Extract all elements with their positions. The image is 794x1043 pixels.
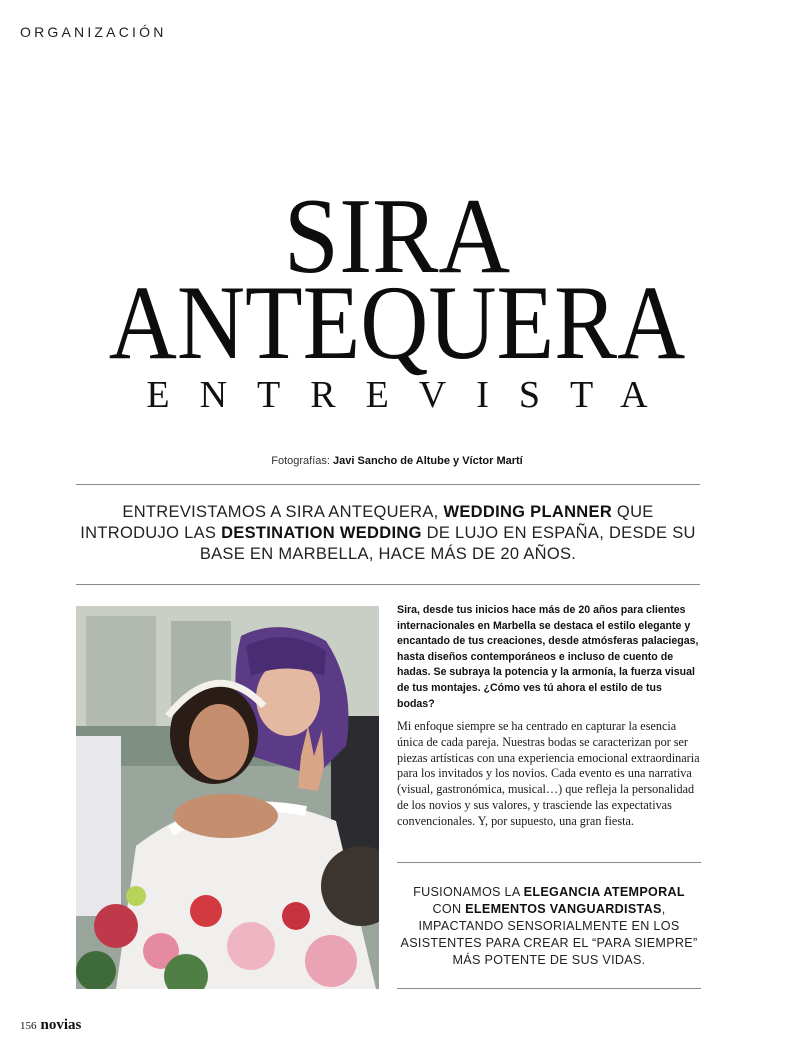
intro-highlight: DESTINATION WEDDING [221,524,422,542]
interview-answer: Mi enfoque siempre se ha centrado en capturar la esencia única de cada pareja. Nuestras bodas se caracterizan por ser piezas artísticas con una experiencia emocional extraordinaria para los invitados y los novios. Cada evento es una narrativa (visual, gastronómica, musical…) que refleja la personalidad de los novios y sus valores, y trasciende las expectativas convencionales. Y, por supuesto, una gran fiesta. [397,719,700,828]
pull-quote-text: FUSIONAMOS LA [413,885,524,899]
interview-question: Sira, desde tus inicios hace más de 20 años para clientes internacionales en Marbella se destaca el estilo elegante y encantado de tus creaciones, desde atmósferas palaciegas, hasta diseños contemporáneos e incluso de cuento de hadas. Se subraya la potencia y la armonía, la fuerza visual de tus montajes. ¿Cómo ves tú ahora el estilo de tus bodas? [397,604,699,710]
section-label: ORGANIZACIÓN [20,24,167,40]
intro-text: QUE INTRODUJO LAS [80,503,654,542]
photo-credits [0,455,794,467]
pull-quote-highlight: ELEMENTOS VANGUARDISTAS [465,902,662,916]
pull-quote-text: CON [432,902,466,916]
pull-quote-text: , IMPACTANDO SENSORIALMENTE EN LOS ASISTENTES PARA CREAR EL “PARA SIEMPRE” MÁS POTENTE DE SUS VIDAS. [400,902,698,967]
intro-standfirst [76,502,700,565]
headline-last-name: ANTEQUERA [108,264,686,381]
pull-quote-highlight: ELEGANCIA ATEMPORAL [523,885,685,899]
divider-pullquote-top [397,862,701,863]
intro-text: DE LUJO EN ESPAÑA, DESDE SU BASE EN MARBELLA, HACE MÁS DE 20 AÑOS. [199,524,696,563]
credits-label: Fotografías: [271,455,334,467]
intro-text: ENTREVISTAMOS A SIRA ANTEQUERA, [122,503,444,521]
headline-first-name: SIRA [283,177,511,296]
divider-top [76,484,700,485]
credits-names: Javi Sancho de Altube y Víctor Martí [333,455,523,467]
pull-quote [397,884,701,969]
page-number: 156 [20,1020,37,1032]
magazine-name: novias [40,1017,82,1033]
intro-highlight: WEDDING PLANNER [443,503,613,521]
divider-pullquote-bottom [397,988,701,989]
bride-photo [76,606,379,989]
headline-subtitle: ENTREVISTA [146,374,678,416]
page-folio [20,1016,81,1034]
divider-intro-bottom [76,584,700,585]
